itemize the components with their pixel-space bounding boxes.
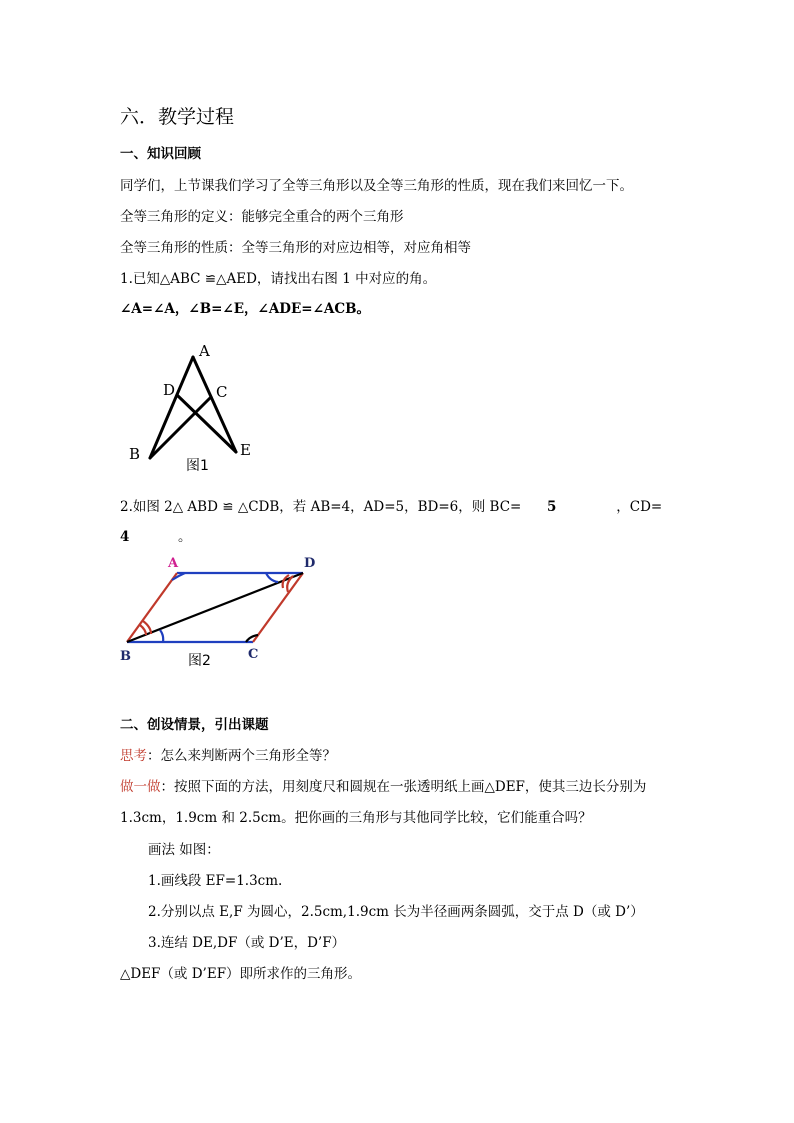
question-1: 1.已知△ABC ≌△AED，请找出右图 1 中对应的角。 xyxy=(120,271,437,287)
try-label: 做一做 xyxy=(120,779,161,795)
fig2-angle-DBC xyxy=(160,630,163,642)
definition-text: 全等三角形的定义：能够完全重合的两个三角形 xyxy=(120,209,404,225)
fig2-label-C: C xyxy=(248,647,259,662)
think-label: 思考 xyxy=(120,748,147,764)
question-2-text: 2.如图 2△ ABD ≌ △CDB，若 AB=4，AD=5，BD=6，则 BC= xyxy=(120,499,522,515)
fig2-label-B: B xyxy=(120,649,131,664)
conclusion: △DEF（或 D’EF）即所求作的三角形。 xyxy=(120,966,362,982)
try-line xyxy=(120,781,646,795)
fig2-angle-ABD-2 xyxy=(143,621,151,634)
fig1-label-D: D xyxy=(163,381,176,399)
fig2-caption: 图2 xyxy=(188,653,211,669)
heading-scenario: 二、创设情景，引出课题 xyxy=(120,717,269,733)
fig2-diagonal-BD xyxy=(127,573,303,642)
try-text: ：按照下面的方法，用刻度尺和圆规在一张透明纸上画△DEF，使其三边长分别为 xyxy=(160,779,647,795)
step-3: 3.连结 DE,DF（或 D’E，D’F） xyxy=(148,935,346,951)
fig1-label-B: B xyxy=(129,445,141,463)
think-line xyxy=(120,750,336,764)
fig1-label-C: C xyxy=(216,383,228,401)
method-heading: 画法 如图： xyxy=(148,842,220,858)
step-2: 2.分别以点 E,F 为圆心，2.5cm,1.9cm 长为半径画两条圆弧，交于点 D（或 D’） xyxy=(148,904,644,920)
heading-knowledge-review: 一、知识回顾 xyxy=(120,146,201,162)
question-2-cd-label: ，CD= xyxy=(616,499,663,515)
fig2-label-D: D xyxy=(304,556,316,571)
intro-text: 同学们，上节课我们学习了全等三角形以及全等三角形的性质，现在我们来回忆一下。 xyxy=(120,178,633,194)
section-title: 六．教学过程 xyxy=(120,106,235,128)
fig1-label-E: E xyxy=(240,441,251,459)
answer-1: ∠A=∠A，∠B=∠E，∠ADE=∠ACB。 xyxy=(120,301,371,317)
answer-cd: 4 xyxy=(120,529,130,545)
fig1-caption: 图1 xyxy=(186,458,209,474)
fig1-label-A: A xyxy=(199,342,210,360)
property-text: 全等三角形的性质：全等三角形的对应边相等，对应角相等 xyxy=(120,240,471,256)
answer-bc: 5 xyxy=(546,499,557,515)
think-text: ：怎么来判断两个三角形全等？ xyxy=(147,748,336,764)
fig2-label-A: A xyxy=(168,556,179,571)
question-2-end: 。 xyxy=(178,529,192,545)
step-1: 1.画线段 EF=1.3cm. xyxy=(148,873,283,889)
fig2-angle-ABD-1 xyxy=(140,625,146,635)
fig2-angle-ADB xyxy=(266,573,278,582)
try-line-2: 1.3cm，1.9cm 和 2.5cm。把你画的三角形与其他同学比较，它们能重合吗？ xyxy=(120,810,592,826)
